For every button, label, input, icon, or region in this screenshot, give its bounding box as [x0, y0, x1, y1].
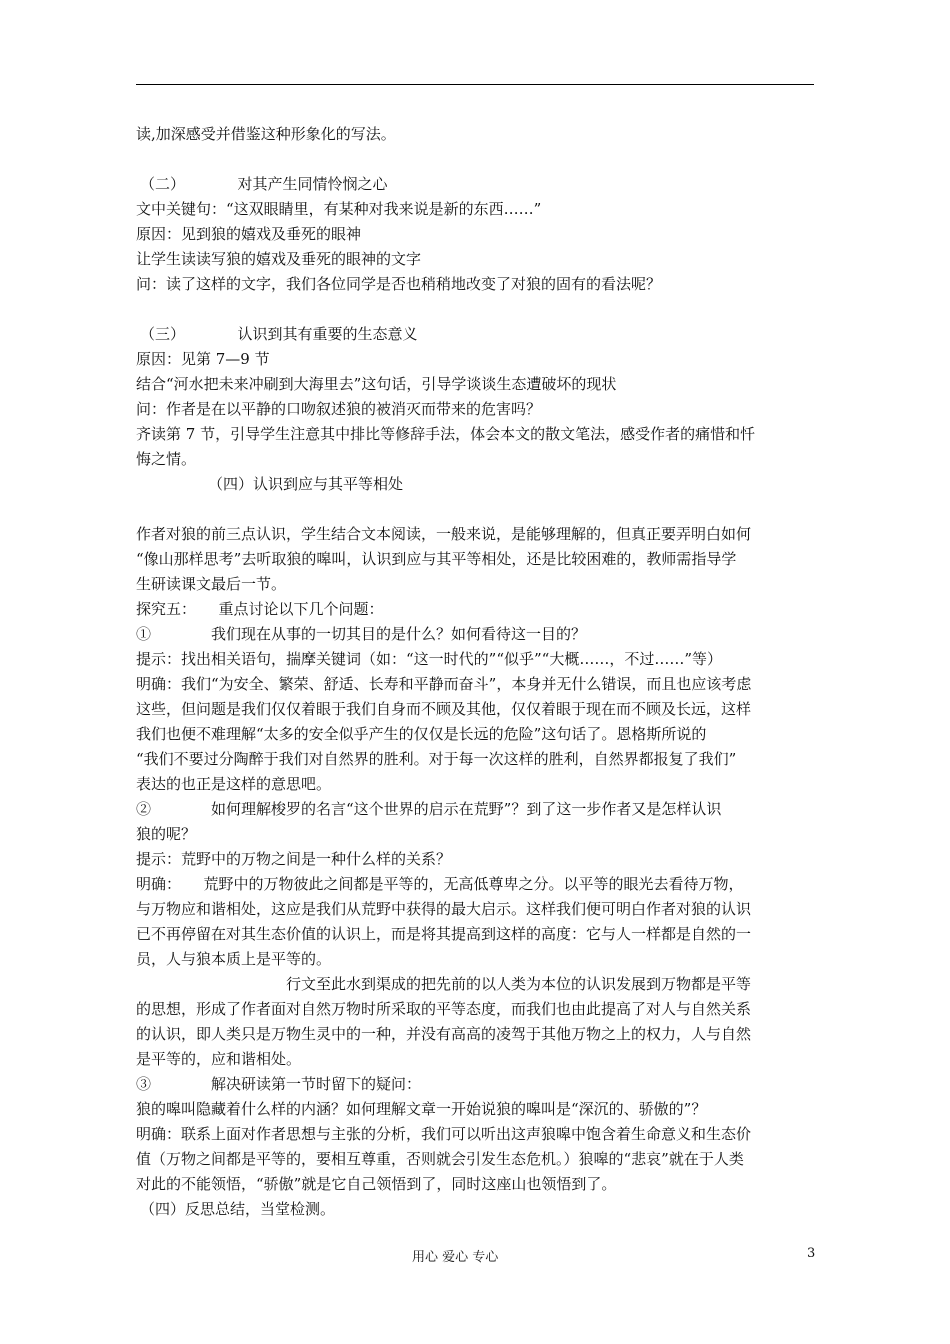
- text-line: 提示：荒野中的万物之间是一种什么样的关系？: [136, 850, 452, 868]
- text-line: 明确：我们“为安全、繁荣、舒适、长寿和平静而奋斗”，本身并无什么错误，而且也应该考虑: [136, 675, 752, 693]
- text-line: 已不再停留在对其生态价值的认识上，而是将其提高到这样的高度：它与人一样都是自然的一: [136, 925, 752, 943]
- text-line: 原因：见到狼的嬉戏及垂死的眼神: [136, 225, 362, 243]
- text-line: 提示：找出相关语句，揣摩关键词（如：“这一时代的”“似乎”“大概……，不过……”等）: [136, 650, 723, 668]
- text-line: 文中关键句：“这双眼睛里，有某种对我来说是新的东西……”: [136, 200, 542, 218]
- text-line: 作者对狼的前三点认识，学生结合文本阅读，一般来说，是能够理解的，但真正要弄明白如何: [136, 525, 752, 543]
- text-line: 的思想，形成了作者面对自然万物时所采取的平等态度，而我们也由此提高了对人与自然关系: [136, 1000, 752, 1018]
- text-line: “像山那样思考”去听取狼的嗥叫，认识到应与其平等相处，还是比较困难的，教师需指导学: [136, 550, 737, 568]
- text-line: 行文至此水到渠成的把先前的以人类为本位的认识发展到万物都是平等: [286, 975, 752, 993]
- text-line: 读,加深感受并借鉴这种形象化的写法。: [136, 125, 396, 143]
- text-line: 齐读第 7 节，引导学生注意其中排比等修辞手法，体会本文的散文笔法，感受作者的痛惜和忏: [136, 425, 756, 443]
- text-line: 明确：联系上面对作者思想与主张的分析，我们可以听出这声狼嗥中饱含着生命意义和生态价: [136, 1125, 752, 1143]
- spacer: [136, 497, 814, 522]
- text-line: 的认识，即人类只是万物生灵中的一种，并没有高高的凌驾于其他万物之上的权力，人与自然: [136, 1025, 752, 1043]
- page-number: 3: [807, 1246, 816, 1261]
- text-line: 值（万物之间都是平等的，要相互尊重，否则就会引发生态危机。）狼嗥的“悲哀”就在于人类: [136, 1150, 744, 1168]
- text-line: 问：读了这样的文字，我们各位同学是否也稍稍地改变了对狼的固有的看法呢？: [136, 275, 662, 293]
- text-line: 表达的也正是这样的意思吧。: [136, 775, 332, 793]
- text-line: “我们不要过分陶醉于我们对自然界的胜利。对于每一次这样的胜利，自然界都报复了我们”: [136, 750, 737, 768]
- section-heading: （四）认识到应与其平等相处: [208, 475, 404, 493]
- text-line: 是平等的，应和谐相处。: [136, 1050, 302, 1068]
- text-line: 问：作者是在以平静的口吻叙述狼的被消灭而带来的危害吗？: [136, 400, 542, 418]
- text-line: 让学生读读写狼的嬉戏及垂死的眼神的文字: [136, 250, 422, 268]
- text-line: 狼的呢？: [136, 825, 197, 843]
- text-line: 结合“河水把未来冲刷到大海里去”这句话，引导学谈谈生态遭破坏的现状: [136, 375, 617, 393]
- text-line: 狼的嗥叫隐藏着什么样的内涵？如何理解文章一开始说狼的嗥叫是“深沉的、骄傲的”？: [136, 1100, 707, 1118]
- text-line: 我们也便不难理解“太多的安全似乎产生的仅仅是长远的危险”这句话了。恩格斯所说的: [136, 725, 707, 743]
- text-line: 员，人与狼本质上是平等的。: [136, 950, 332, 968]
- text-line: 与万物应和谐相处，这应是我们从荒野中获得的最大启示。这样我们便可明白作者对狼的认识: [136, 900, 752, 918]
- footer-motto: 用心 爱心 专心: [412, 1250, 499, 1265]
- text-line: 明确： 荒野中的万物彼此之间都是平等的，无高低尊卑之分。以平等的眼光去看待万物，: [136, 875, 744, 893]
- section-heading: （二） 对其产生同情怜悯之心: [140, 175, 388, 193]
- question-item: ③ 解决研读第一节时留下的疑问：: [136, 1075, 422, 1093]
- text-line: 悔之情。: [136, 450, 197, 468]
- section-heading: （四）反思总结，当堂检测。: [140, 1200, 336, 1218]
- spacer: [136, 147, 814, 172]
- document-body: [136, 122, 814, 1222]
- section-heading: （三） 认识到其有重要的生态意义: [140, 325, 418, 343]
- text-line: 生研读课文最后一节。: [136, 575, 287, 593]
- text-line: 原因：见第 7—9 节: [136, 350, 270, 368]
- text-line: 探究五： 重点讨论以下几个问题：: [136, 600, 384, 618]
- header-rule: [136, 84, 814, 85]
- text-line: 这些，但问题是我们仅仅着眼于我们自身而不顾及其他，仅仅着眼于现在而不顾及长远，这样: [136, 700, 752, 718]
- text-line: 对此的不能领悟，“骄傲”就是它自己领悟到了，同时这座山也领悟到了。: [136, 1175, 617, 1193]
- question-item: ① 我们现在从事的一切其目的是什么？如何看待这一目的？: [136, 625, 587, 643]
- spacer: [136, 297, 814, 322]
- question-item: ② 如何理解梭罗的名言“这个世界的启示在荒野”？到了这一步作者又是怎样认识: [136, 800, 722, 818]
